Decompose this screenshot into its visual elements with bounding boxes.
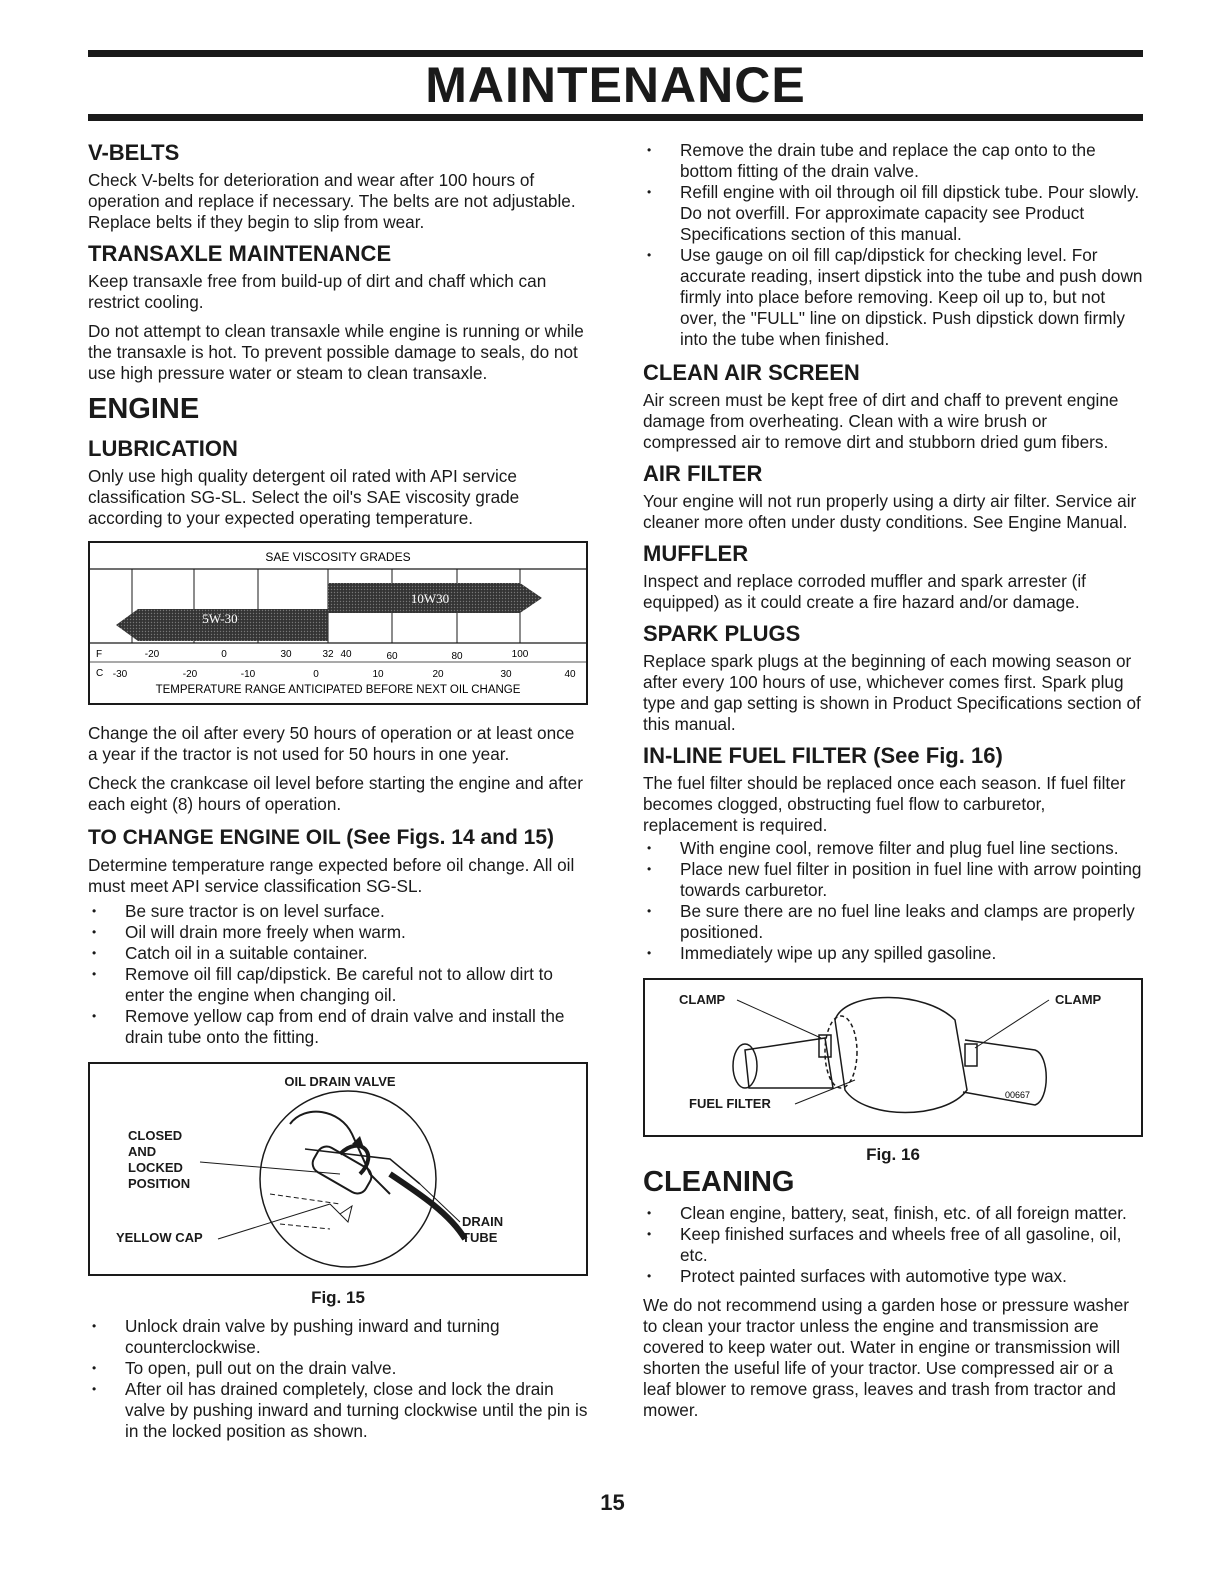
list-item: • Use gauge on oil fill cap/dipstick for checking level. For accurate reading, insert dipstick into the tube and push down firmly into place before removing. Keep oil up to, but not over, the "FULL" line on dipstick. Push dipstick down firmly into the tube when finished. xyxy=(643,245,1143,350)
c-tick: -10 xyxy=(240,669,256,680)
spark-plugs-text: Replace spark plugs at the beginning of each mowing season or after every 100 hours of use, whichever comes first. Spark plug type and gap setting is shown in Product Specifications section of this manual. xyxy=(643,651,1141,734)
list-item: • Remove yellow cap from end of drain valve and install the drain tube onto the fitting. xyxy=(88,1006,588,1048)
list-item: • After oil has drained completely, close and lock the drain valve by pushing inward and turning clockwise until the pin is in the locked position as shown. xyxy=(88,1379,588,1442)
f-tick: 40 xyxy=(340,649,352,660)
left-column xyxy=(88,140,588,1450)
figure-15 xyxy=(88,1062,588,1276)
list-item: • Immediately wipe up any spilled gasoline. xyxy=(643,943,1143,964)
f-label: F xyxy=(96,649,103,660)
muffler-heading: MUFFLER xyxy=(643,541,749,566)
cleaning-heading: CLEANING xyxy=(643,1166,795,1198)
list-item: • Place new fuel filter in position in fuel line with arrow pointing towards carburetor. xyxy=(643,859,1143,901)
f-tick: 0 xyxy=(221,649,227,660)
vbelts-heading: V-BELTS xyxy=(88,140,180,165)
c-tick: 10 xyxy=(372,669,384,680)
viscosity-chart-graphic xyxy=(90,543,586,699)
cleaning-bullet-list xyxy=(643,1203,1143,1287)
drain-tube-label: DRAIN xyxy=(462,1214,504,1229)
transaxle-text-2: Do not attempt to clean transaxle while engine is running or while the transaxle is hot. To prevent possible damage to seals, do not use high pressure water or steam to clean transaxle. xyxy=(88,321,584,383)
list-item: • Unlock drain valve by pushing inward and turning counterclockwise. xyxy=(88,1316,588,1358)
yellow-cap-label: YELLOW CAP xyxy=(116,1230,203,1245)
figure-16-caption: Fig. 16 xyxy=(866,1145,920,1164)
title-rule xyxy=(88,114,1143,121)
list-item: • Catch oil in a suitable container. xyxy=(88,943,588,964)
valve-label: OIL DRAIN VALVE xyxy=(284,1074,396,1089)
c-tick: -20 xyxy=(182,669,198,680)
page-number: 15 xyxy=(600,1490,625,1515)
oil-drain-valve-illustration xyxy=(90,1064,586,1270)
change-oil-text: Determine temperature range expected before oil change. All oil must meet API service classification SG-SL. xyxy=(88,855,575,896)
figure-code: 00667 xyxy=(1005,1090,1031,1100)
closed-label: AND xyxy=(128,1144,157,1159)
closed-label: LOCKED xyxy=(128,1160,183,1175)
clean-air-screen-text: Air screen must be kept free of dirt and chaff to prevent engine damage from overheating. Clean with a wire brush or compressed air to remove dirt and stubborn dried gum fibers. xyxy=(643,390,1119,452)
fuel-bullet-list xyxy=(643,838,1143,964)
air-filter-heading: AIR FILTER xyxy=(643,461,763,486)
spark-plugs-heading: SPARK PLUGS xyxy=(643,621,801,646)
drain-tube-label: TUBE xyxy=(462,1230,498,1245)
list-item: • Be sure tractor is on level surface. xyxy=(88,901,588,922)
list-item: • Keep finished surfaces and wheels free of all gasoline, oil, etc. xyxy=(643,1224,1143,1266)
list-item: • Oil will drain more freely when warm. xyxy=(88,922,588,943)
figure-16 xyxy=(643,978,1143,1137)
figure-15-caption: Fig. 15 xyxy=(311,1288,365,1307)
clean-air-screen-heading: CLEAN AIR SCREEN xyxy=(643,360,860,385)
viscosity-chart xyxy=(88,541,588,705)
list-item: • Protect painted surfaces with automotive type wax. xyxy=(643,1266,1143,1287)
refill-bullet-list xyxy=(643,140,1143,350)
crankcase-text: Check the crankcase oil level before starting the engine and after each eight (8) hours of operation. xyxy=(88,773,583,814)
fuel-filter-text: The fuel filter should be replaced once each season. If fuel filter becomes clogged, obstructing fuel flow to carburetor, replacement is required. xyxy=(643,773,1126,835)
cleaning-text: We do not recommend using a garden hose or pressure washer to clean your tractor unless the engine and transmission are covered to keep water out. Water in engine or transmission will shorten the useful life of your tractor. Use compressed air or a leaf blower to remove grass, leaves and trash from tractor and mower. xyxy=(643,1295,1129,1420)
list-item: • Remove oil fill cap/dipstick. Be careful not to allow dirt to enter the engine when changing oil. xyxy=(88,964,588,1006)
f-tick: 32 xyxy=(322,649,334,660)
fuel-filter-illustration xyxy=(645,980,1141,1131)
grade-10w30-label: 10W30 xyxy=(410,591,450,606)
f-tick: 80 xyxy=(451,651,463,662)
list-item: • Clean engine, battery, seat, finish, etc. of all foreign matter. xyxy=(643,1203,1143,1224)
muffler-text: Inspect and replace corroded muffler and spark arrester (if equipped) as it could create a fire hazard and/or damage. xyxy=(643,571,1086,612)
page-title: MAINTENANCE xyxy=(425,57,806,113)
clamp-right-label: CLAMP xyxy=(1055,992,1102,1007)
lubrication-heading: LUBRICATION xyxy=(88,436,238,461)
right-column xyxy=(643,140,1143,1429)
closed-label: CLOSED xyxy=(128,1128,183,1143)
list-item: • Refill engine with oil through oil fill dipstick tube. Pour slowly. Do not overfill. For approximate capacity see Product Specifications section of this manual. xyxy=(643,182,1143,245)
grade-5w30-label: 5W-30 xyxy=(202,611,238,626)
after-drain-list xyxy=(88,1316,588,1442)
f-tick: 60 xyxy=(386,651,398,662)
c-tick: 40 xyxy=(564,669,576,680)
list-item: • Be sure there are no fuel line leaks and clamps are properly positioned. xyxy=(643,901,1143,943)
vbelts-text: Check V-belts for deterioration and wear after 100 hours of operation and replace if necessary. The belts are not adjustable. Replace belts if they begin to slip from wear. xyxy=(88,170,576,232)
list-item: • With engine cool, remove filter and plug fuel line sections. xyxy=(643,838,1143,859)
engine-heading: ENGINE xyxy=(88,393,200,425)
clamp-left-label: CLAMP xyxy=(679,992,726,1007)
viscosity-footer: TEMPERATURE RANGE ANTICIPATED BEFORE NEXT OIL CHANGE xyxy=(155,684,521,696)
c-tick: 0 xyxy=(313,669,319,680)
transaxle-text-1: Keep transaxle free from build-up of dirt and chaff which can restrict cooling. xyxy=(88,271,547,312)
change-oil-heading: TO CHANGE ENGINE OIL (See Figs. 14 and 15) xyxy=(88,826,554,849)
c-tick: 30 xyxy=(500,669,512,680)
air-filter-text: Your engine will not run properly using a dirty air filter. Service air cleaner more often under dusty conditions. See Engine Manual. xyxy=(643,491,1137,532)
fuel-filter-label: FUEL FILTER xyxy=(689,1096,771,1111)
list-item: • To open, pull out on the drain valve. xyxy=(88,1358,588,1379)
oil-bullet-list xyxy=(88,901,588,1048)
c-tick: 20 xyxy=(432,669,444,680)
f-tick: 100 xyxy=(511,649,529,660)
viscosity-title: SAE VISCOSITY GRADES xyxy=(265,550,411,564)
c-tick: -30 xyxy=(112,669,128,680)
f-tick: 30 xyxy=(280,649,292,660)
lubrication-text: Only use high quality detergent oil rated with API service classification SG-SL. Select the oil's SAE viscosity grade according to your expected operating temperature. xyxy=(88,466,520,528)
f-tick: -20 xyxy=(144,649,160,660)
closed-label: POSITION xyxy=(128,1176,191,1191)
transaxle-heading: TRANSAXLE MAINTENANCE xyxy=(88,241,392,266)
oil-change-text: Change the oil after every 50 hours of operation or at least once a year if the tractor is not used for 50 hours in one year. xyxy=(88,723,575,764)
fuel-filter-heading: IN-LINE FUEL FILTER (See Fig. 16) xyxy=(643,743,1003,768)
list-item: • Remove the drain tube and replace the cap onto to the bottom fitting of the drain valve. xyxy=(643,140,1143,182)
c-label: C xyxy=(96,668,104,679)
